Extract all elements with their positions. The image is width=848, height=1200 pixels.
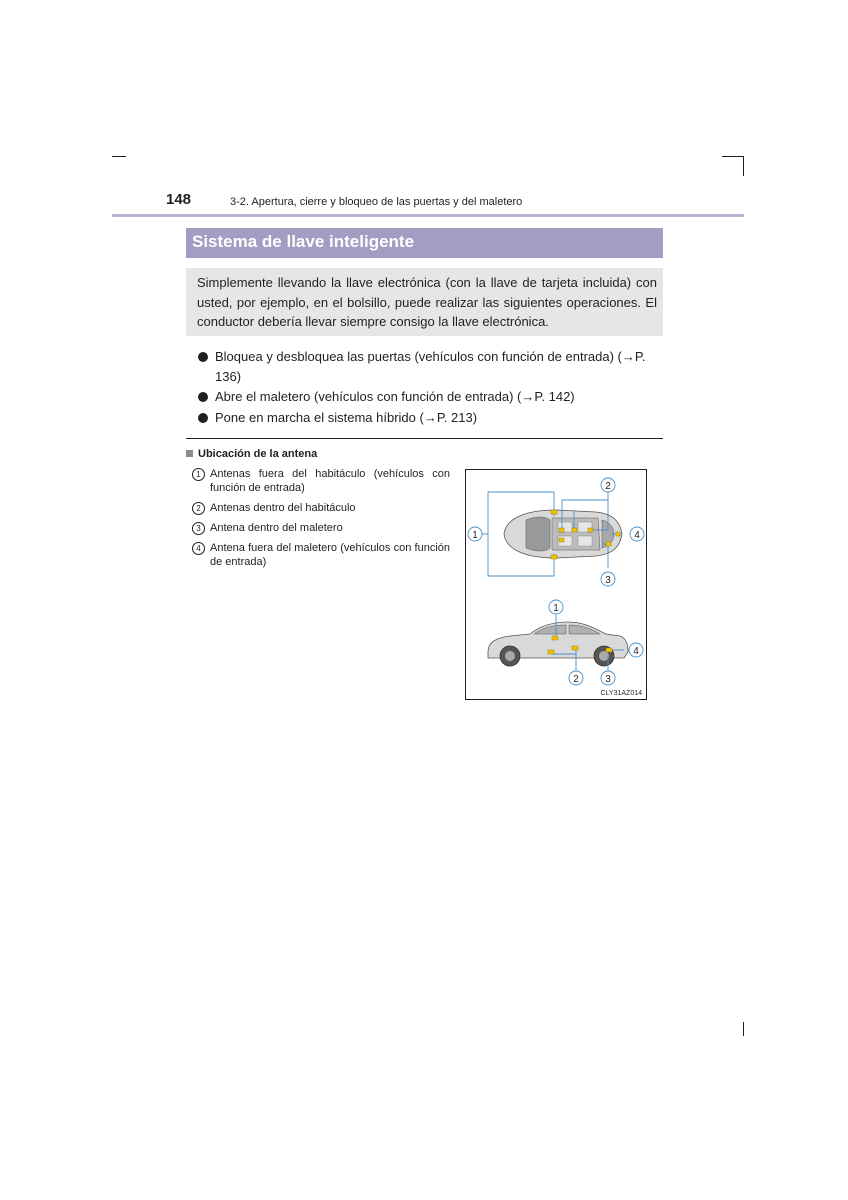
callout-label: 4 [633, 646, 639, 657]
antenna-list [192, 467, 450, 575]
car-side-view [488, 622, 628, 666]
bullet-icon [198, 352, 208, 362]
antenna-location-figure [465, 469, 647, 700]
operation-text: Abre el maletero (vehículos con función de entrada) (→P. 142) [215, 389, 575, 404]
operation-text: Bloquea y desbloquea las puertas (vehículos con función de entrada) (→P. 136) [215, 349, 646, 384]
callout-label: 3 [605, 674, 611, 685]
antenna-text: Antena fuera del maletero (vehículos con función de entrada) [210, 542, 450, 568]
list-item [198, 387, 663, 407]
callout-label: 3 [605, 575, 611, 586]
number-circle: 1 [192, 468, 205, 481]
square-bullet-icon [186, 450, 193, 457]
list-item [192, 521, 450, 535]
chapter-title: 3-2. Apertura, cierre y bloqueo de las puertas y del maletero [230, 196, 523, 208]
number-circle: 3 [192, 522, 205, 535]
car-top-view [504, 510, 622, 558]
antenna-text: Antena dentro del maletero [210, 522, 343, 534]
crop-mark-top-right [722, 156, 744, 157]
callout-label: 4 [634, 530, 640, 541]
bullet-icon [198, 392, 208, 402]
subsection-heading [186, 448, 317, 460]
car-diagram [466, 470, 648, 701]
number-circle: 2 [192, 502, 205, 515]
list-item [192, 501, 450, 515]
page-number: 148 [166, 191, 192, 208]
callout-label: 1 [553, 603, 559, 614]
antenna-text: Antenas dentro del habitáculo [210, 502, 356, 514]
crop-mark-bottom-right [743, 1022, 744, 1036]
intro-text: Simplemente llevando la llave electrónica (con la llave de tarjeta incluida) con usted, por ejemplo, en el bolsillo, puede realizar las siguientes operaciones. El conductor debería llevar siempre consigo la llave electrónica. [197, 275, 657, 329]
operations-list [198, 347, 663, 428]
header-rule [112, 214, 744, 217]
crop-mark-top-left [112, 156, 126, 157]
list-item [198, 408, 663, 428]
antenna-text: Antenas fuera del habitáculo (vehículos con función de entrada) [210, 468, 450, 494]
intro-box [186, 268, 663, 336]
list-item [192, 541, 450, 569]
section-title: Sistema de llave inteligente [192, 232, 415, 251]
callout-label: 2 [573, 674, 579, 685]
subsection-heading-text: Ubicación de la antena [198, 448, 318, 460]
subsection-rule [186, 438, 663, 439]
figure-code: CLY31AZ014 [600, 690, 642, 697]
list-item [198, 347, 663, 386]
bullet-icon [198, 413, 208, 423]
section-title-bar [186, 228, 663, 258]
list-item [192, 467, 450, 495]
callout-label: 1 [472, 530, 478, 541]
crop-mark-top-right-vertical [743, 156, 744, 176]
callout-label: 2 [605, 481, 611, 492]
number-circle: 4 [192, 542, 205, 555]
operation-text: Pone en marcha el sistema híbrido (→P. 213) [215, 409, 478, 425]
